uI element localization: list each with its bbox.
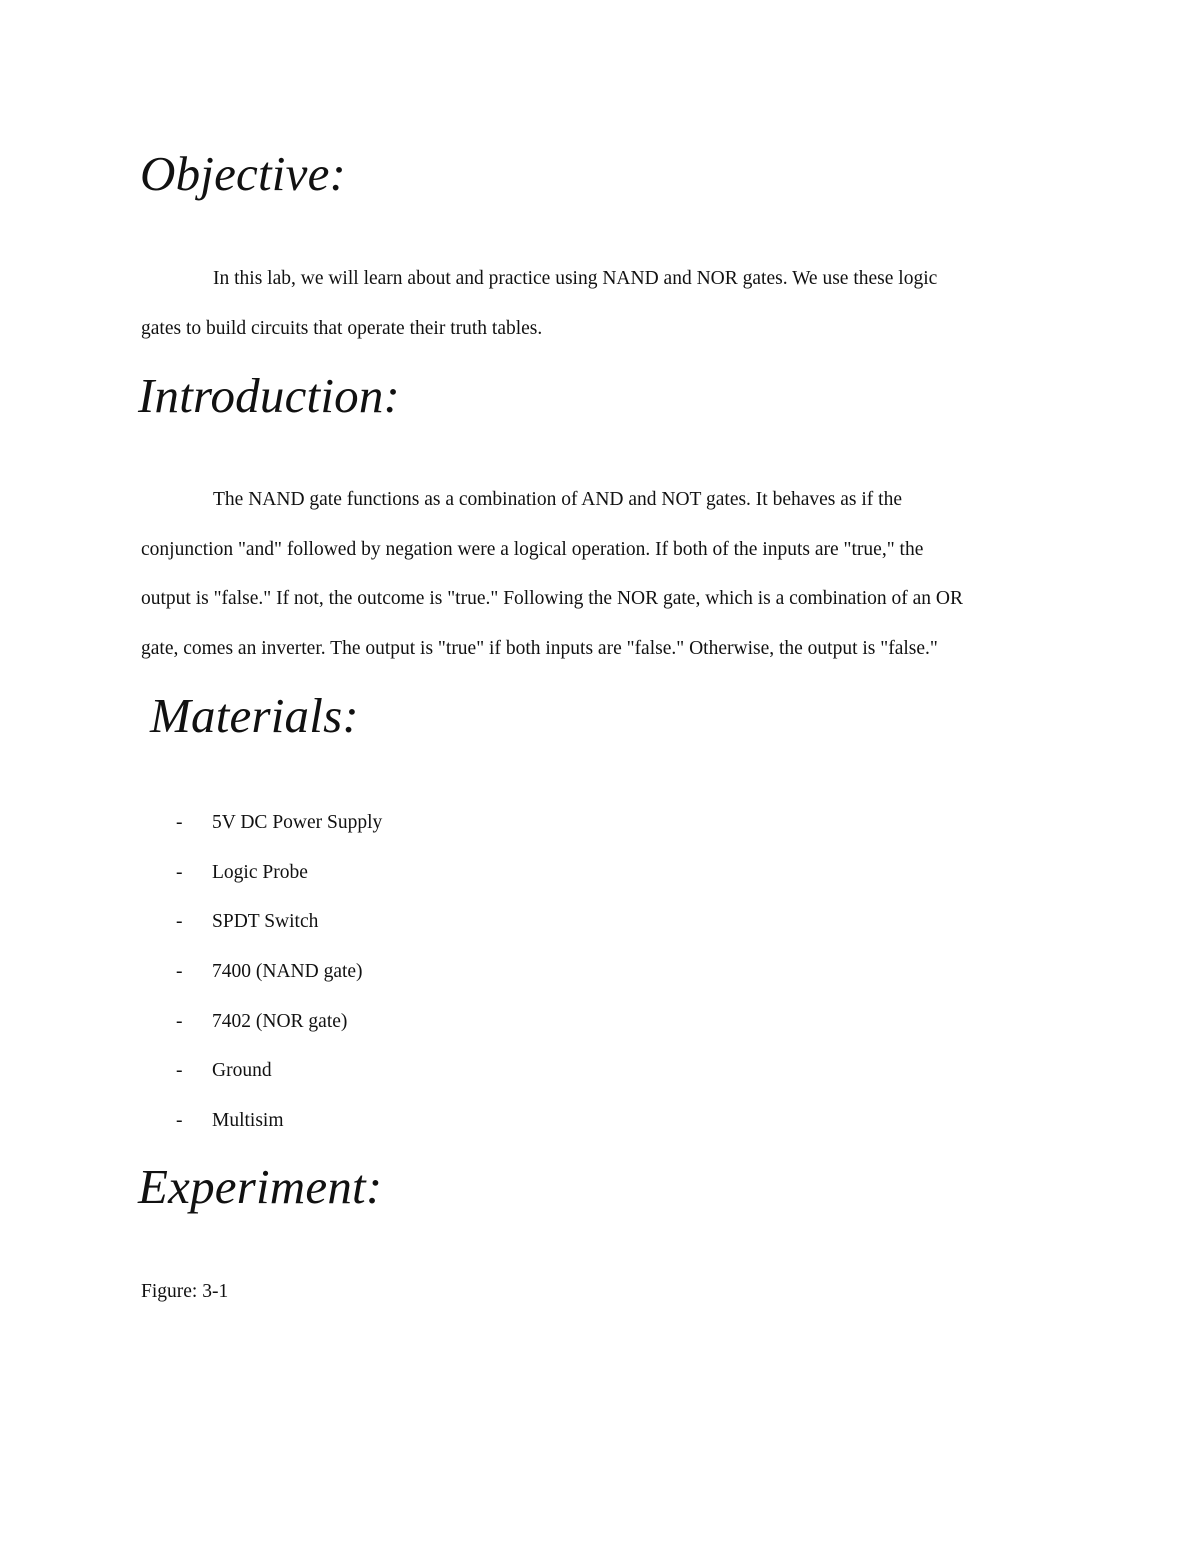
material-7402-nor: 7402 (NOR gate) [212,1010,348,1032]
objective-heading: Objective: [140,146,347,201]
material-logic-probe: Logic Probe [212,861,308,883]
experiment-heading: Experiment: [138,1159,383,1214]
introduction-line-3: output is "false." If not, the outcome is "true." Following the NOR gate, which is a combination of an OR [141,588,963,609]
objective-paragraph [141,254,937,353]
introduction-line-4: gate, comes an inverter. The output is "true" if both inputs are "false." Otherwise, the output is "false." [141,637,938,659]
introduction-line-2: conjunction "and" followed by negation were a logical operation. If both of the inputs are "true," the [141,538,924,560]
bullet-dash: - [176,961,183,983]
materials-heading: Materials: [150,688,359,743]
introduction-heading: Introduction: [138,368,401,423]
objective-line-1: In this lab, we will learn about and practice using NAND and NOR gates. We use these logic [213,268,938,289]
material-7400-nand: 7400 (NAND gate) [212,961,363,983]
bullet-dash: - [176,1060,183,1082]
bullet-dash: - [176,812,183,833]
bullet-dash: - [176,1010,183,1032]
bullet-dash: - [176,861,183,883]
bullet-dash: - [176,1110,183,1132]
introduction-paragraph [141,475,963,673]
material-spdt-switch: SPDT Switch [212,911,319,933]
objective-line-2: gates to build circuits that operate their truth tables. [141,317,543,339]
material-ground: Ground [212,1060,272,1082]
figure-caption: Figure: 3-1 [141,1281,229,1302]
introduction-line-1: The NAND gate functions as a combination of AND and NOT gates. It behaves as if the [213,489,903,510]
material-power-supply: 5V DC Power Supply [212,812,383,833]
material-multisim: Multisim [212,1110,284,1132]
bullet-dash: - [176,911,183,933]
